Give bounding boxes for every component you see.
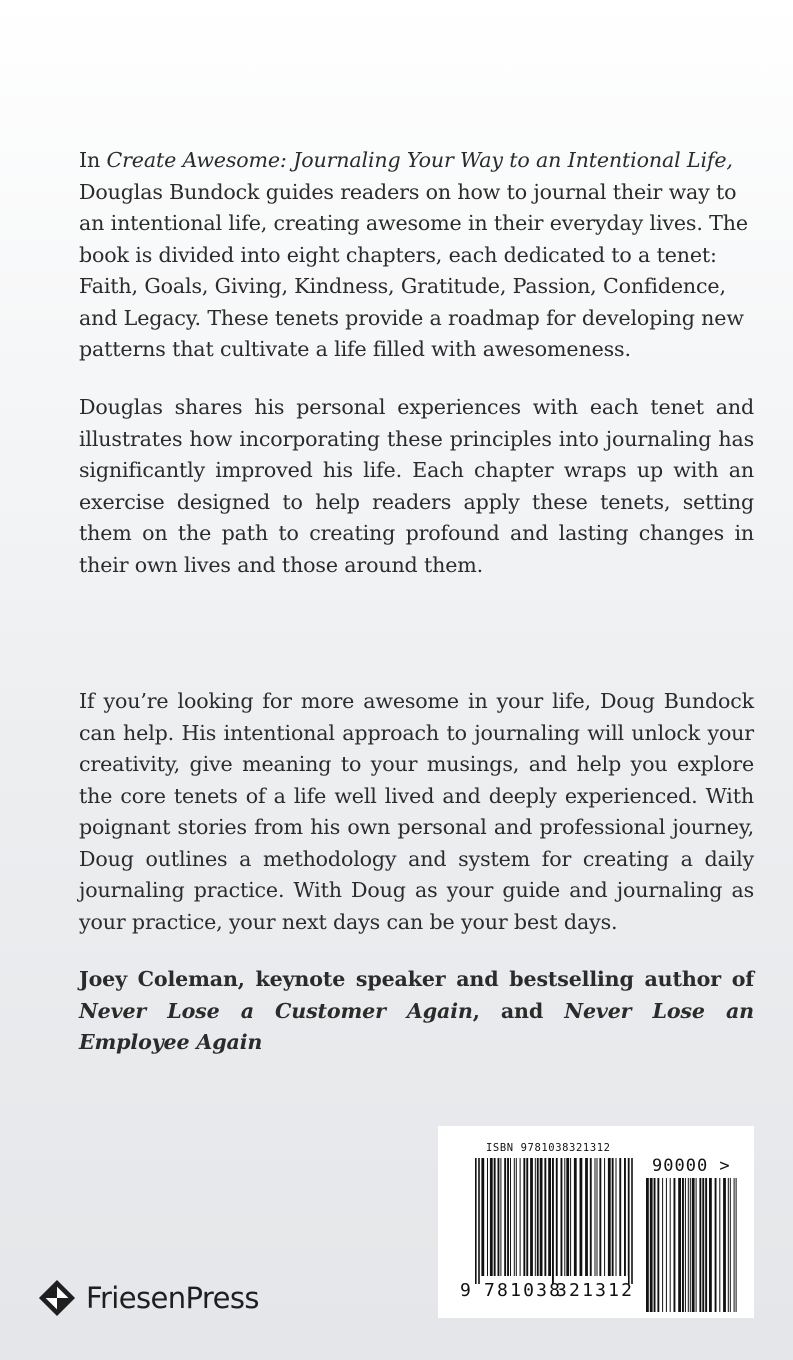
barcode-bar	[628, 1158, 630, 1284]
barcode-bar	[608, 1158, 611, 1276]
barcode-bar	[682, 1178, 684, 1312]
friesenpress-diamond-logo-icon	[38, 1279, 76, 1317]
barcode-bar	[481, 1158, 484, 1276]
barcode-bar	[709, 1178, 712, 1312]
barcode-bar	[500, 1158, 501, 1276]
barcode-bar	[530, 1158, 533, 1276]
barcode-bar	[730, 1178, 731, 1312]
barcode-bar	[478, 1158, 480, 1284]
barcode-bar	[619, 1158, 621, 1276]
barcode-bar	[504, 1158, 506, 1276]
barcode-bar	[490, 1158, 493, 1276]
barcode-bar	[616, 1158, 617, 1276]
blurb-paragraph-3: If you’re looking for more awesome in your life, Doug Bundock can help. His intentional approach to journaling will unlock your creativity, give meaning to your musings, and help you explore the core tenets of a life well lived and deeply experienced. With poignant stories from his own personal and professional journey, Doug outlines a methodology and system for creating a daily journaling practice. With Doug as your guide and journaling as your practice, your next days can be your best days.	[79, 689, 754, 934]
barcode-bar	[728, 1178, 729, 1312]
endorsement-separator: , and	[472, 998, 565, 1023]
barcode-bar	[666, 1178, 667, 1312]
barcode-bar	[736, 1178, 737, 1312]
barcode-bar	[674, 1178, 676, 1312]
barcode-bar	[514, 1158, 515, 1276]
barcode-bar	[734, 1178, 735, 1312]
ean-left-group: 781038	[484, 1280, 563, 1301]
barcode-bar	[537, 1158, 539, 1276]
barcode-bar	[507, 1158, 509, 1276]
barcode-bar	[662, 1178, 663, 1312]
barcode-bar	[595, 1158, 596, 1276]
price-code: 90000 >	[652, 1156, 731, 1176]
endorsement-book-2: Never Lose an Employee Again	[79, 998, 754, 1054]
barcode-bar	[523, 1158, 525, 1276]
barcode-bar	[570, 1158, 571, 1276]
barcode-bar	[510, 1158, 511, 1276]
barcode-bar	[688, 1178, 689, 1312]
barcode-bar	[556, 1158, 558, 1276]
endorsement-book-1: Never Lose a Customer Again	[79, 998, 473, 1023]
barcode-bar	[670, 1178, 671, 1312]
barcode-bar	[650, 1178, 653, 1312]
barcode-bar	[599, 1158, 601, 1276]
barcode-bar	[685, 1178, 686, 1312]
book-title: Create Awesome: Journaling Your Way to an Intentional Life,	[106, 148, 733, 172]
barcode-bar	[624, 1158, 626, 1276]
endorsement-attribution: Joey Coleman, keynote speaker and bestselling author of	[79, 967, 754, 991]
barcode-bar	[475, 1158, 477, 1284]
isbn-label: ISBN 9781038321312	[486, 1142, 611, 1154]
barcode-bar	[535, 1158, 536, 1276]
barcode-bar	[580, 1158, 583, 1276]
barcode-bar	[597, 1158, 598, 1276]
barcode-bar	[690, 1178, 691, 1312]
barcode-bar	[631, 1158, 633, 1284]
barcode-bar	[715, 1178, 717, 1312]
ean-first-digit: 9	[460, 1280, 471, 1301]
barcode-bar	[526, 1158, 528, 1276]
barcode-bar	[585, 1158, 588, 1276]
blurb-paragraph-2: Douglas shares his personal experiences with each tenet and illustrates how incorporating these principles into journaling has significantly improved his life. Each chapter wraps up with an exercise designed to help readers apply these tenets, setting them on the path to creating profound and lasting changes in their own lives and those around them.	[79, 395, 754, 577]
barcode-bar	[564, 1158, 565, 1276]
ean-right-group: 321312	[556, 1280, 635, 1301]
barcode-bar	[487, 1158, 488, 1276]
barcode-bar	[516, 1158, 517, 1276]
barcode-bar	[702, 1178, 704, 1312]
publisher-logo	[38, 1276, 259, 1320]
barcode-bar	[646, 1178, 649, 1312]
barcode-bar	[612, 1158, 614, 1276]
barcode-bar	[498, 1158, 500, 1276]
barcode-bar	[494, 1158, 496, 1276]
barcode-bar	[590, 1158, 592, 1276]
barcode-bar	[520, 1158, 521, 1276]
barcode-bar	[723, 1178, 726, 1312]
blurb-paragraph-1	[79, 145, 754, 366]
barcode-bar	[696, 1178, 697, 1312]
barcode-bar	[657, 1178, 659, 1312]
barcode-bar	[604, 1158, 605, 1276]
barcode-bar	[699, 1178, 701, 1312]
barcode-bar	[566, 1158, 569, 1276]
barcode-bar	[705, 1178, 707, 1312]
barcode-bar	[544, 1158, 546, 1276]
barcode-bar	[574, 1158, 577, 1276]
barcode-bar	[540, 1158, 543, 1276]
endorsement	[79, 964, 754, 1059]
isbn-barcode	[438, 1126, 754, 1318]
publisher-name: FriesenPress	[86, 1281, 259, 1315]
barcode-bar	[692, 1178, 695, 1312]
barcode-bar	[678, 1178, 681, 1312]
barcode-bar	[561, 1158, 563, 1276]
barcode-bar	[552, 1158, 554, 1284]
blurb-p1-text: Douglas Bundock guides readers on how to journal their way to an intentional life, creating awesome in their everyday lives. The book is divided into eight chapters, each dedicated to a tenet: Faith, Goals, Giving, Kindness, Gratitude, Passion, Confidence, and Legacy. These tenets provide a roadmap for developing new patterns that cultivate a life filled with awesomeness.	[79, 179, 748, 361]
barcode-bar	[654, 1178, 656, 1312]
barcode-bar	[719, 1178, 720, 1312]
barcode-bar	[548, 1158, 551, 1276]
blurb-p1-lead: In	[79, 148, 107, 172]
